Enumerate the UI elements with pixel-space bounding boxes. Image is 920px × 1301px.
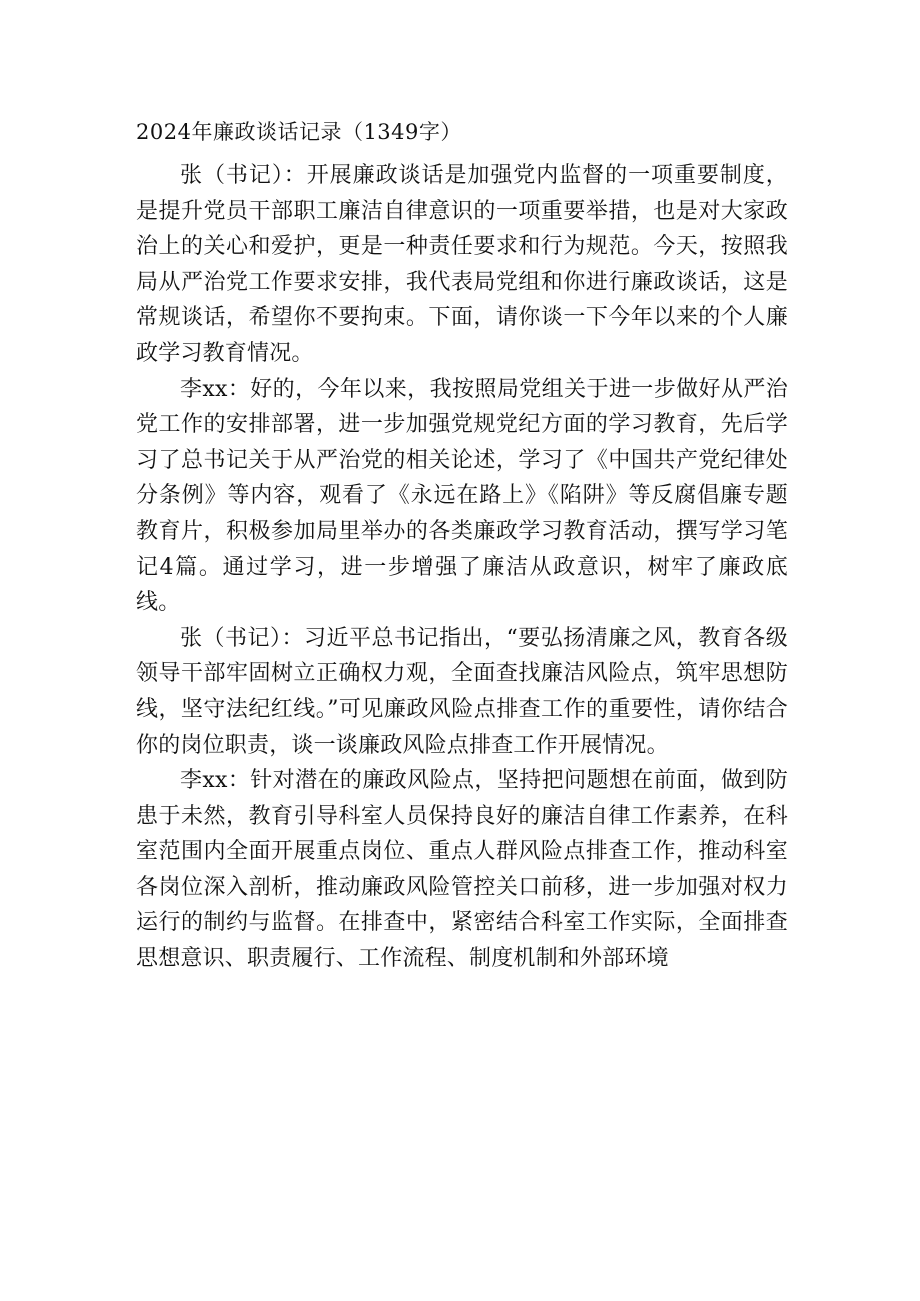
paragraph-li-study-report: 李xx：好的，今年以来，我按照局党组关于进一步做好从严治党工作的安排部署，进一步加强党规党纪方面的学习教育，先后学习了总书记关于从严治党的相关论述，学习了《中国共产党纪律处分条例》等内容，观看了《永远在路上》《陷阱》等反腐倡廉专题教育片，积极参加局里举办的各类廉政学习教育活动，撰写学习笔记4篇。通过学习，进一步增强了廉洁从政意识，树牢了廉政底线。 (136, 376, 788, 616)
document-title: 2024年廉政谈话记录（1349字） (136, 120, 462, 144)
document-body (136, 158, 788, 977)
paragraph-li-risk-report: 李xx：针对潜在的廉政风险点，坚持把问题想在前面，做到防患于未然，教育引导科室人员保持良好的廉洁自律工作素养，在科室范围内全面开展重点岗位、重点人群风险点排查工作，推动科室各岗位深入剖析，推动廉政风险管控关口前移，进一步加强对权力运行的制约与监督。在排查中，紧密结合科室工作实际，全面排查思想意识、职责履行、工作流程、制度机制和外部环境 (136, 768, 788, 972)
paragraph-secretary-risk-question: 张（书记）：习近平总书记指出，“要弘扬清廉之风，教育各级领导干部牢固树立正确权力观，全面查找廉洁风险点，筑牢思想防线，坚守法纪红线。”可见廉政风险点排查工作的重要性，请你结合你的岗位职责，谈一谈廉政风险点排查工作开展情况。 (136, 625, 788, 758)
paragraph-secretary-opening: 张（书记）：开展廉政谈话是加强党内监督的一项重要制度，是提升党员干部职工廉洁自律意识的一项重要举措，也是对大家政治上的关心和爱护，更是一种责任要求和行为规范。今天，按照我局从严治党工作要求安排，我代表局党组和你进行廉政谈话，这是常规谈话，希望你不要拘束。下面，请你谈一下今年以来的个人廉政学习教育情况。 (136, 163, 788, 366)
